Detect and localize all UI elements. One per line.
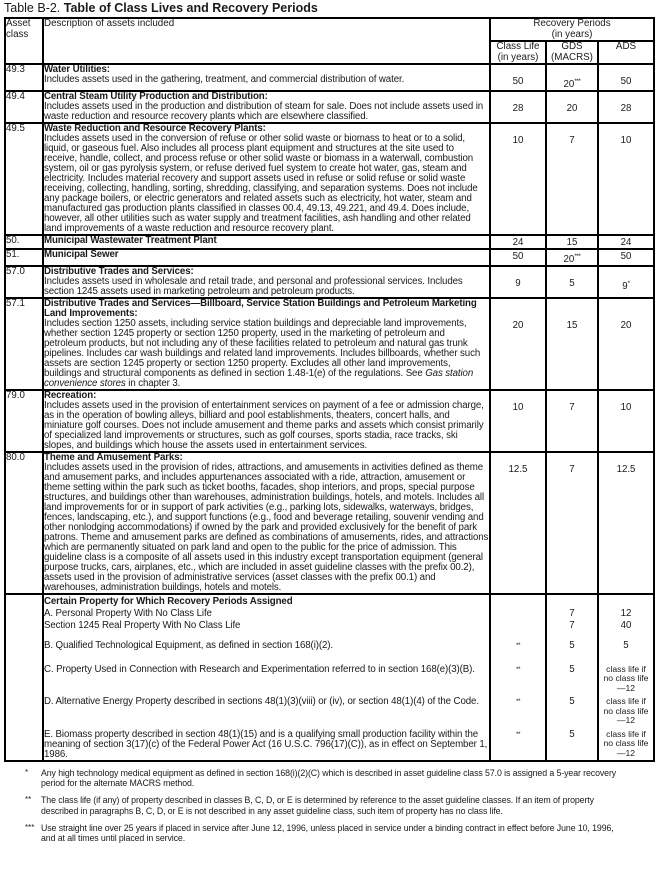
class-life-cell: 10	[490, 390, 546, 452]
class-life-cell: **	[490, 726, 546, 761]
footnote-text: Any high technology medical equipment as defined in section 168(i)(2)(C) which is described in asset guideline class 57.0 is assigned a 5-year recovery period for the alternate MACRS method.	[41, 767, 617, 788]
asset-class-cell: 51.	[5, 249, 43, 266]
asset-class-cell: 49.4	[5, 91, 43, 123]
class-life-cell: 12.5	[490, 452, 546, 594]
table-title-text: Table of Class Lives and Recovery Periods	[63, 1, 318, 15]
class-life-cell: 10	[490, 123, 546, 235]
ads-cell	[598, 594, 654, 607]
asset-class-cell: 80.0	[5, 452, 43, 594]
class-life-cell: **	[490, 693, 546, 726]
gds-cell: 20***	[546, 249, 598, 266]
gds-cell: 15	[546, 298, 598, 390]
ads-cell: class life if no class life—12	[598, 693, 654, 726]
description-cell: Municipal Wastewater Treatment Plant	[43, 235, 490, 249]
column-header-description: Description of assets included	[43, 18, 490, 64]
asset-class-cell: 57.0	[5, 266, 43, 298]
table-row	[5, 298, 654, 390]
footnote-marker: ***	[25, 822, 35, 832]
description-cell: Central Steam Utility Production and Distribution: Includes assets used in the production and distribution of steam for sale. Does not include assets used in waste reduction and resource recovery plants which are elsewhere classified.	[43, 91, 490, 123]
gds-cell: 20	[546, 91, 598, 123]
column-header-recovery-periods: Recovery Periods (in years)	[490, 18, 654, 41]
gds-cell: 7	[546, 123, 598, 235]
table-title-prefix: Table B-2.	[4, 1, 61, 15]
gds-cell	[546, 594, 598, 607]
certain-property-row	[5, 631, 654, 654]
table-row	[5, 91, 654, 123]
ads-cell: 10	[598, 390, 654, 452]
gds-cell: 5	[546, 693, 598, 726]
class-life-cell	[490, 607, 546, 619]
class-life-cell: 24	[490, 235, 546, 249]
ads-cell: 12.5	[598, 452, 654, 594]
gds-cell: 7	[546, 619, 598, 631]
ads-cell: class life if no class life—12	[598, 726, 654, 761]
ads-cell: 12	[598, 607, 654, 619]
ads-cell: 50	[598, 249, 654, 266]
asset-class-cell: 49.5	[5, 123, 43, 235]
ads-cell: 20	[598, 298, 654, 390]
table-title	[4, 1, 657, 15]
footnote-marker: **	[25, 795, 32, 805]
gds-cell: 5	[546, 655, 598, 694]
ads-cell: 40	[598, 619, 654, 631]
description-cell	[43, 594, 490, 607]
class-life-cell: 20	[490, 298, 546, 390]
footnote-text: Use straight line over 25 years if placed in service after June 12, 1996, unless placed in service under a binding contract in effect before June 10, 1996, and at all times until placed in service.	[41, 822, 614, 844]
class-life-cell: 9	[490, 266, 546, 298]
description-cell: Section 1245 Real Property With No Class Life	[43, 619, 490, 631]
certain-property-row	[5, 693, 654, 726]
ads-cell: class life if no class life—12	[598, 655, 654, 694]
class-life-cell: **	[490, 655, 546, 694]
certain-property-row	[5, 619, 654, 631]
gds-cell: 5	[546, 266, 598, 298]
asset-class-cell	[5, 594, 43, 607]
table-row	[5, 266, 654, 298]
description-cell: C. Property Used in Connection with Research and Experimentation referred to in section 168(e)(3)(B).	[43, 655, 490, 694]
class-lives-table	[4, 17, 655, 762]
description-cell: Municipal Sewer	[43, 249, 490, 266]
footnote-text: The class life (if any) of property described in classes B, C, D, or E is determined by reference to the asset guideline classes. If an item of property described in paragraphs B, C, D, or E is not described in any asset guideline class, such item of property has no class life.	[41, 795, 594, 816]
description-cell: E. Biomass property described in section 48(1)(15) and is a qualifying small production facility within the meaning of section 3(17)(c) of the Federal Power Act (16 U.S.C. 796(17)(C)), as in effect on September 1, 1986.	[43, 726, 490, 761]
column-header-gds: GDS (MACRS)	[546, 41, 598, 64]
asset-class-cell: 50.	[5, 235, 43, 249]
description-cell: Distributive Trades and Services: Includes assets used in wholesale and retail trade, and personal and professional services. Includes section 1245 assets used in marketing petroleum and petroleum products.	[43, 266, 490, 298]
ads-cell: 10	[598, 123, 654, 235]
column-header-class-life: Class Life (in years)	[490, 41, 546, 64]
ads-cell: 9*	[598, 266, 654, 298]
class-life-cell: **	[490, 631, 546, 654]
gds-cell: 5	[546, 726, 598, 761]
gds-cell: 5	[546, 631, 598, 654]
certain-property-row	[5, 726, 654, 761]
ads-cell: 24	[598, 235, 654, 249]
class-life-cell: 50	[490, 249, 546, 266]
ads-cell: 28	[598, 91, 654, 123]
description-cell: Water Utilities: Includes assets used in the gathering, treatment, and commercial distribution of water.	[43, 64, 490, 91]
description-cell: Distributive Trades and Services—Billboard, Service Station Buildings and Petroleum Marketing Land Improvements: Includes section 1250 assets, including service station buildings and depreciable land improvements, whether section 1245 property or section 1250 property, used in the marketing of petroleum and petroleum products, but not including any of these facilities related to petroleum and natural gas trunk pipelines. Includes car wash buildings and related land improvements. Includes billboards, whether such assets are section 1245 property or section 1250 property. Excludes all other land improvements, buildings and structural components as defined in section 1.48-1(e) of the regulations. See Gas station convenience stores in chapter 3.	[43, 298, 490, 390]
gds-cell: 7	[546, 390, 598, 452]
footnote	[4, 768, 657, 789]
asset-class-cell: 57.1	[5, 298, 43, 390]
gds-cell: 15	[546, 235, 598, 249]
table-row	[5, 123, 654, 235]
gds-cell: 7	[546, 452, 598, 594]
class-life-cell: 28	[490, 91, 546, 123]
class-life-cell: 50	[490, 64, 546, 91]
table-row	[5, 452, 654, 594]
column-header-asset-class: Asset class	[5, 18, 43, 64]
table-row	[5, 64, 654, 91]
description-cell: D. Alternative Energy Property described in sections 48(1)(3)(viii) or (iv), or section 48(1)(4) of the Code.	[43, 693, 490, 726]
certain-property-heading-row	[5, 594, 654, 607]
asset-class-cell: 49.3	[5, 64, 43, 91]
class-life-cell	[490, 594, 546, 607]
gds-cell: 20***	[546, 64, 598, 91]
certain-property-row	[5, 655, 654, 694]
gds-cell: 7	[546, 607, 598, 619]
table-row	[5, 249, 654, 266]
ads-cell: 50	[598, 64, 654, 91]
description-cell: A. Personal Property With No Class Life	[43, 607, 490, 619]
column-header-ads: ADS	[598, 41, 654, 64]
description-cell: Recreation: Includes assets used in the provision of entertainment services on payment of a fee or admission charge, as in the operation of bowling alleys, billiard and pool establishments, theaters, concert halls, and miniature golf courses. Does not include amusement and theme parks and assets which consist primarily of specialized land improvements or structures, such as golf courses, sports stadia, race tracks, ski slopes, and buildings which house the assets used in entertainment services.	[43, 390, 490, 452]
footnote-marker: *	[25, 767, 29, 777]
description-cell: Waste Reduction and Resource Recovery Plants: Includes assets used in the conversion of refuse or other solid waste or biomass to heat or to a solid, liquid, or gaseous fuel. Also includes all process plant equipment and structures at the site used to receive, handle, collect, and process refuse or other solid waste or biomass in a waterwall, combustion system, oil or gas pyrolysis system, or refuse derived fuel system to create hot water, gas, steam and electricity. Includes material recovery and support assets used in refuse or solid refuse or solid waste receiving, collecting, handling, sorting, shredding, classifying, and separation systems. Does not include any package boilers, or electric generators and related assets such as electricity, hot water, steam and manufactured gas production plants classified in classes 00.4, 49.13, 49.221, and 49.4. Does include, however, all other utilities such as water supply and treatment facilities, ash handling and other related land improvements of a waste reduction and resource recovery plant.	[43, 123, 490, 235]
footnote	[4, 795, 657, 816]
certain-property-heading: Certain Property for Which Recovery Periods Assigned	[44, 596, 293, 608]
description-cell: B. Qualified Technological Equipment, as defined in section 168(i)(2).	[43, 631, 490, 654]
footnote	[4, 823, 657, 844]
table-row	[5, 235, 654, 249]
ads-cell: 5	[598, 631, 654, 654]
table-row	[5, 390, 654, 452]
italic-reference: Gas station convenience stores	[44, 368, 474, 390]
description-cell: Theme and Amusement Parks: Includes assets used in the provision of rides, attractions, and amusements in activities defined as theme and amusement parks, and includes appurtenances associated with a ride, attraction, amusement or theme setting within the park such as ticket booths, facades, shop interiors, and props, special purpose structures, and buildings other than warehouses, administration buildings, hotels, and motels. Includes all land improvements for or in support of park activities (e.g., parking lots, sidewalks, waterways, bridges, fences, landscaping, etc.), and support functions (e.g., food and beverage retailing, souvenir vending and other nonlodging accommodations) if owned by the park and provided exclusively for the benefit of park patrons. Theme and amusement parks are defined as combinations of amusements, rides, and attractions which are permanently situated on park land and open to the public for the price of admission. This guideline class is a composite of all assets used in this industry except transportation equipment (general purpose trucks, cars, airplanes, etc., which are included in asset guideline classes with the prefix 00.2), assets used in the provision of administrative services (asset classes with the prefix 00.1) and warehouses, administration buildings, hotels and motels.	[44, 452, 489, 594]
asset-class-cell: 79.0	[5, 390, 43, 452]
certain-property-row	[5, 607, 654, 619]
footnotes	[4, 768, 657, 844]
class-life-cell	[490, 619, 546, 631]
header-row-top	[5, 18, 654, 41]
